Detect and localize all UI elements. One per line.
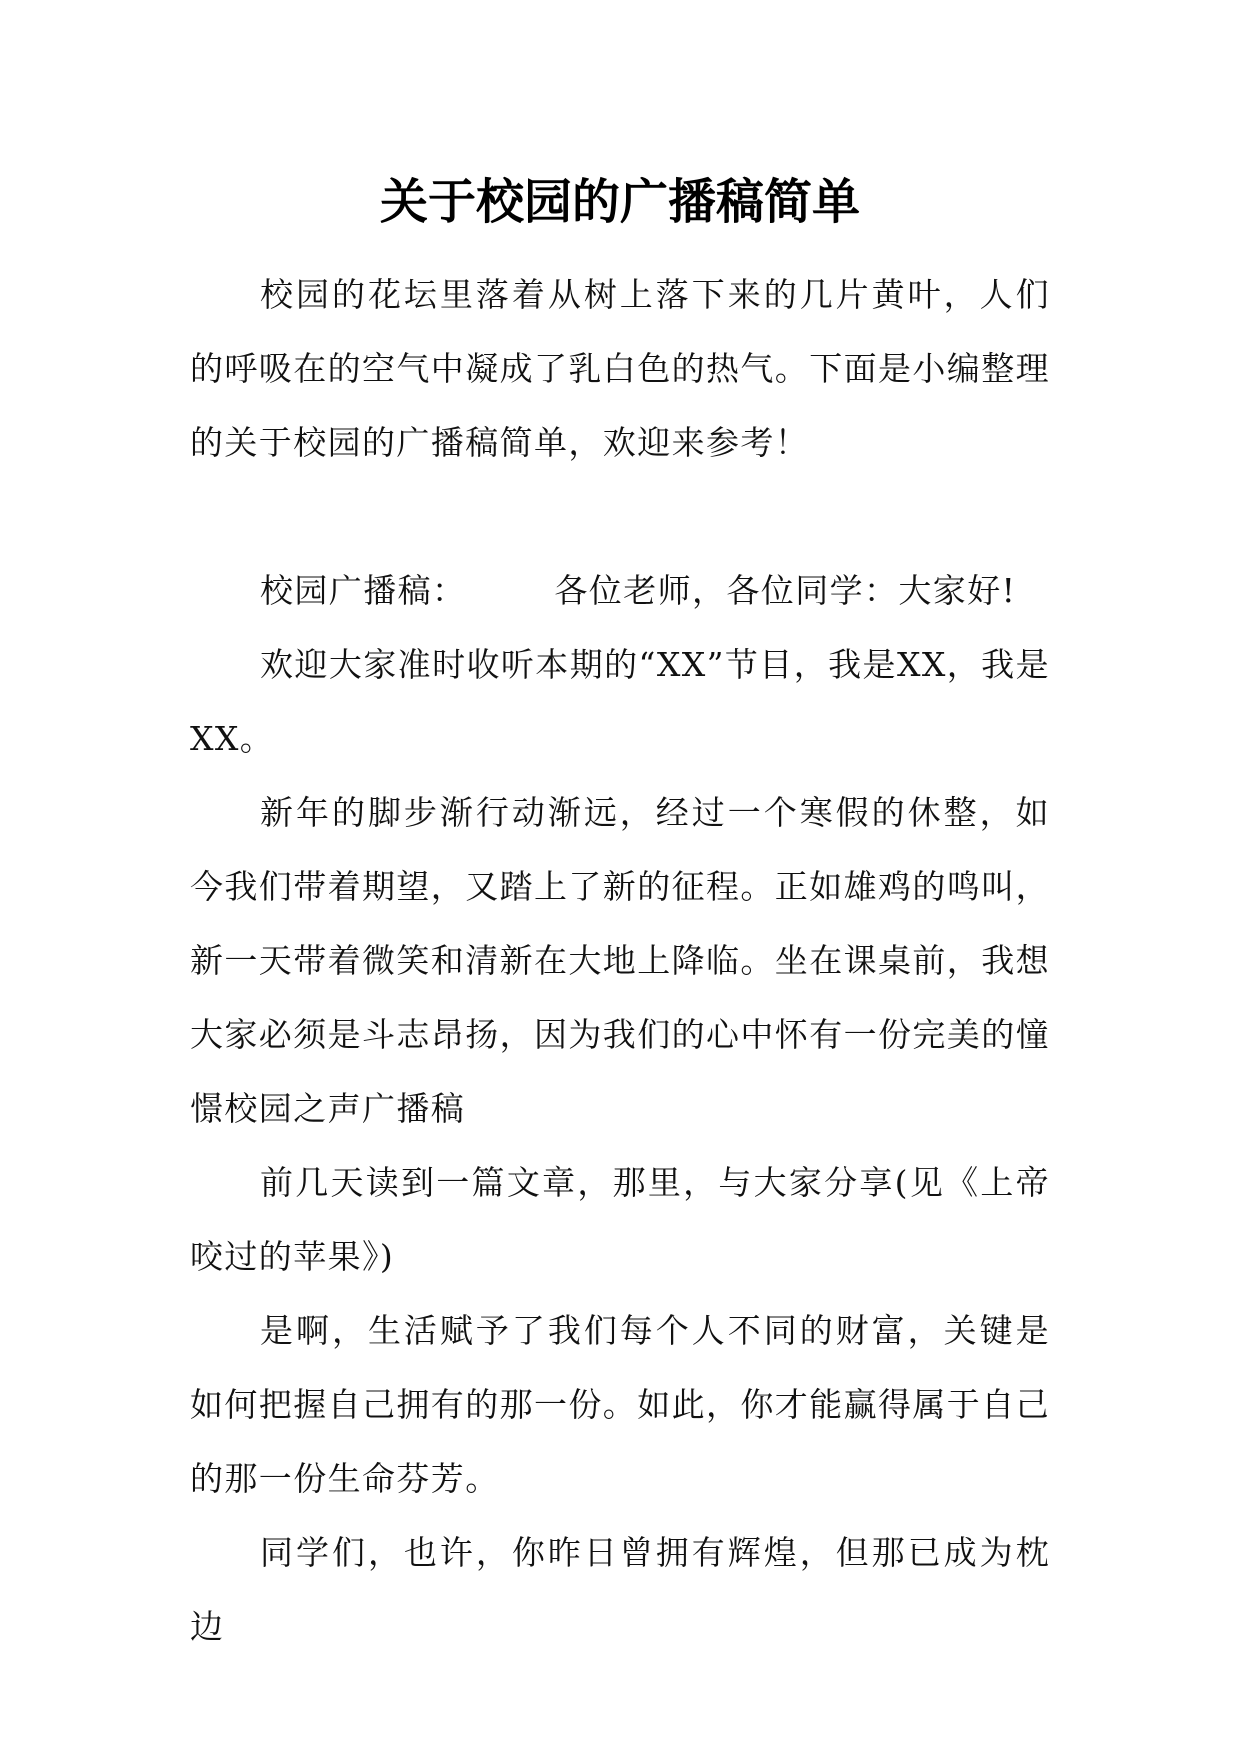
new-year-paragraph: 新年的脚步渐行动渐远，经过一个寒假的休整，如今我们带着期望，又踏上了新的征程。正如雄鸡的鸣叫，新一天带着微笑和清新在大地上降临。坐在课桌前，我想大家必须是斗志昂扬，因为我们的心中怀有一份完美的憧憬校园之声广播稿 xyxy=(190,793,1050,1128)
wealth-paragraph: 是啊，生活赋予了我们每个人不同的财富，关键是如何把握自己拥有的那一份。如此，你才能赢得属于自己的那一份生命芬芳。 xyxy=(190,1311,1050,1498)
paragraph-gap xyxy=(190,480,1050,554)
broadcast-greeting: 各位老师，各位同学：大家好! xyxy=(554,571,1017,610)
broadcast-greeting-line xyxy=(190,554,1050,628)
document-body xyxy=(190,258,1050,1664)
intro-paragraph: 校园的花坛里落着从树上落下来的几片黄叶，人们的呼吸在的空气中凝成了乳白色的热气。下面是小编整理的关于校园的广播稿简单，欢迎来参考！ xyxy=(190,275,1050,462)
broadcast-label: 校园广播稿： xyxy=(260,571,467,610)
article-paragraph: 前几天读到一篇文章，那里，与大家分享(见《上帝咬过的苹果》) xyxy=(190,1163,1050,1276)
closing-paragraph: 同学们，也许，你昨日曾拥有辉煌，但那已成为枕边 xyxy=(190,1533,1050,1646)
document-title: 关于校园的广播稿简单 xyxy=(379,174,860,230)
welcome-paragraph: 欢迎大家准时收听本期的“XX”节目，我是XX，我是XX。 xyxy=(190,645,1050,758)
